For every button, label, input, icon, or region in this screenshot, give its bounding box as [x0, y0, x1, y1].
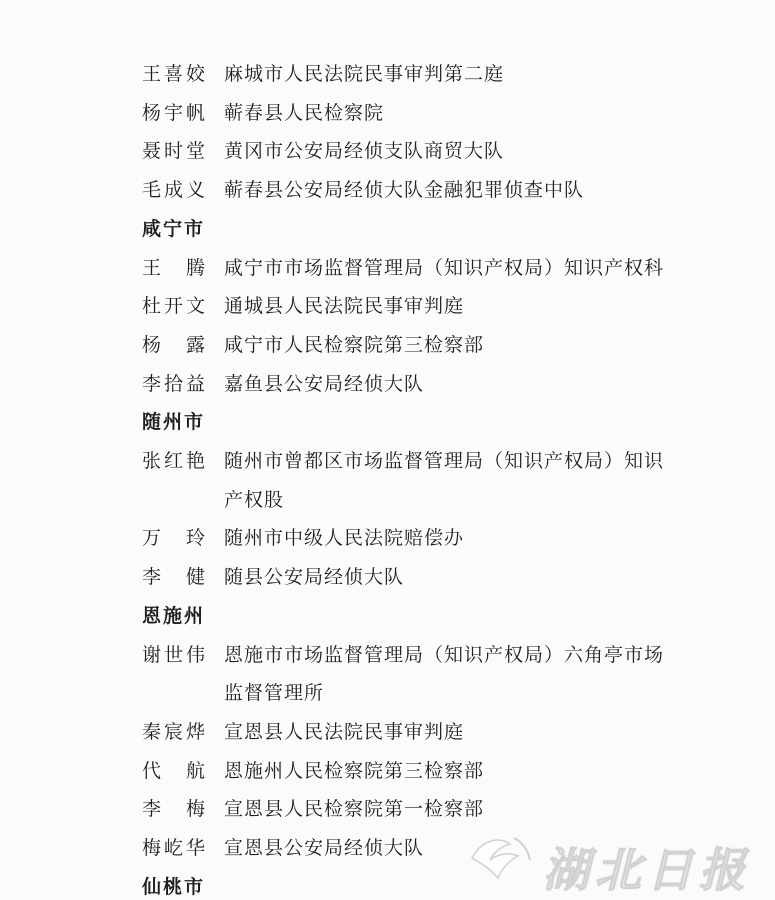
region-name: 恩施州	[142, 604, 206, 627]
person-name: 杨宇帆	[142, 101, 206, 124]
region-name: 咸宁市	[142, 217, 206, 240]
person-name: 李梅	[142, 798, 206, 821]
person-unit: 随州市中级人民法院赔偿办	[224, 527, 465, 550]
person-name: 聂时堂	[142, 140, 206, 163]
person-name: 李拾益	[142, 372, 206, 395]
person-name: 秦宸烨	[142, 720, 206, 743]
person-unit: 宣恩县人民检察院第一检察部	[224, 798, 485, 821]
person-unit: 随县公安局经侦大队	[224, 566, 405, 589]
person-unit: 恩施州人民检察院第三检察部	[224, 759, 485, 782]
person-unit: 宣恩县公安局经侦大队	[224, 837, 425, 859]
person-name: 李健	[142, 566, 206, 589]
person-name: 王喜姣	[142, 63, 206, 85]
person-unit: 麻城市人民法院民事审判第二庭	[224, 63, 505, 85]
person-unit: 恩施市市场监督管理局（知识产权局）六角亭市场	[224, 643, 665, 666]
person-unit: 咸宁市人民检察院第三检察部	[224, 333, 485, 356]
person-unit: 嘉鱼县公安局经侦大队	[224, 372, 425, 395]
person-name: 梅屹华	[142, 837, 206, 859]
person-name: 杜开文	[142, 295, 206, 318]
person-name: 王腾	[142, 256, 206, 279]
person-unit: 随州市曾都区市场监督管理局（知识产权局）知识	[224, 450, 665, 472]
person-unit: 蕲春县公安局经侦大队金融犯罪侦查中队	[224, 179, 585, 202]
person-unit: 通城县人民法院民事审判庭	[224, 295, 465, 318]
watermark-text: 湖北日报	[543, 843, 751, 897]
person-name: 张红艳	[142, 450, 206, 472]
person-unit-cont: 产权股	[224, 488, 285, 511]
person-unit: 咸宁市市场监督管理局（知识产权局）知识产权科	[224, 256, 665, 279]
person-unit: 蕲春县人民检察院	[224, 101, 385, 124]
watermark	[468, 822, 768, 897]
person-name: 代航	[142, 759, 206, 782]
region-name: 随州市	[142, 411, 206, 434]
person-name: 谢世伟	[142, 643, 206, 666]
person-unit-cont: 监督管理所	[224, 682, 325, 705]
person-name: 毛成义	[142, 179, 206, 202]
person-unit: 宣恩县人民法院民事审判庭	[224, 720, 465, 743]
person-name: 杨露	[142, 333, 206, 356]
person-name: 万玲	[142, 527, 206, 550]
region-name: 仙桃市	[142, 875, 206, 898]
hubei-daily-logo-icon	[468, 830, 534, 886]
person-unit: 黄冈市公安局经侦支队商贸大队	[224, 140, 505, 163]
